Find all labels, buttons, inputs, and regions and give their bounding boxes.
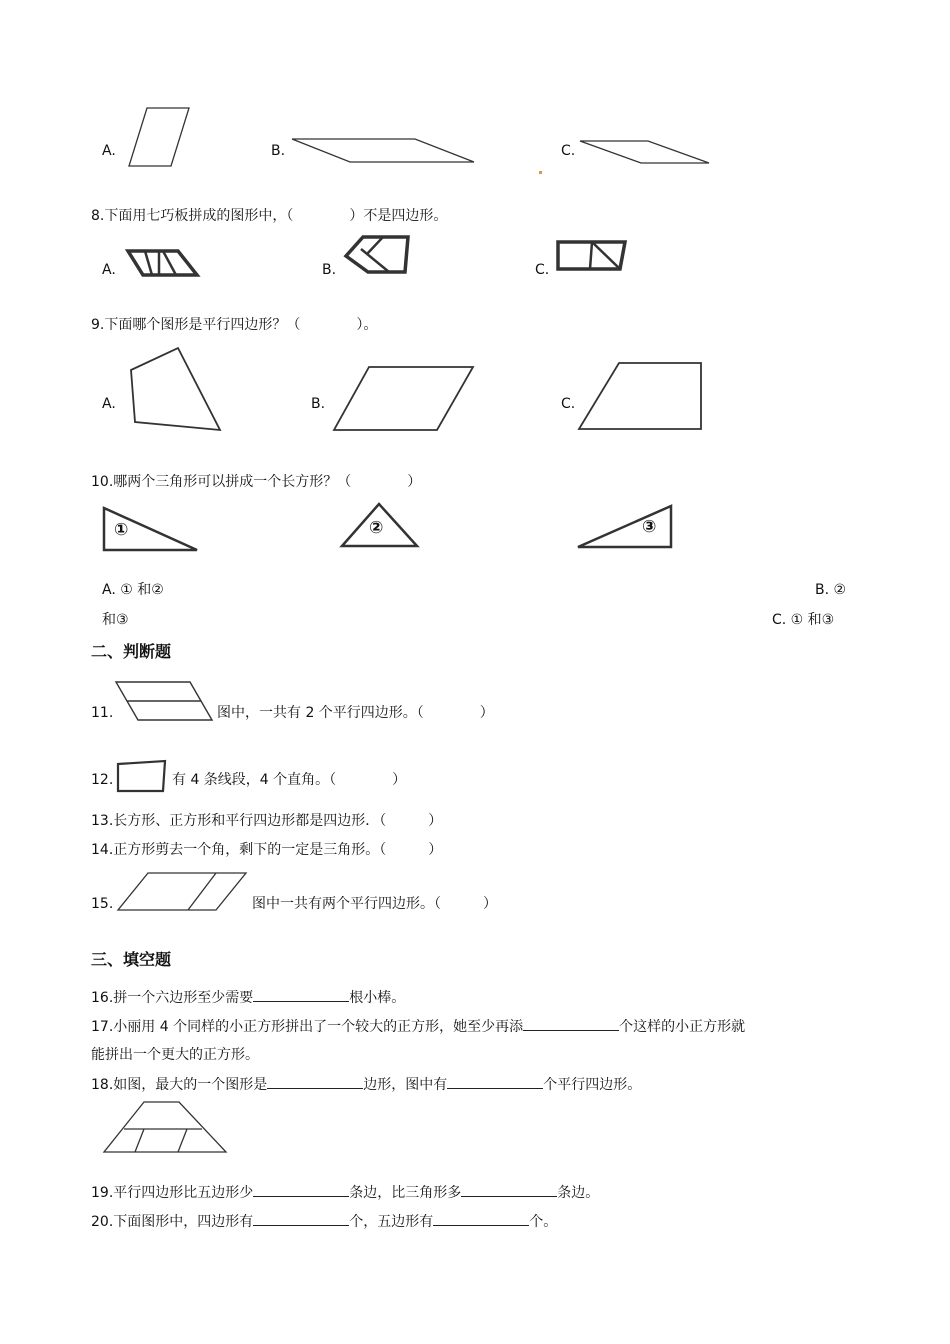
q8-option-a-label: A. (102, 262, 116, 278)
q20-text-3: 个。 (529, 1214, 558, 1230)
q10-option-a: A. ① 和② (102, 582, 164, 598)
q9-figure-b (332, 364, 476, 434)
q9-option-c-label: C. (561, 396, 576, 412)
q19-text-1: 19.平行四边形比五边形少 (91, 1185, 254, 1201)
q19-blank-1[interactable] (253, 1182, 349, 1197)
q9-option-a-label: A. (102, 396, 116, 412)
q19-text-3: 条边。 (557, 1185, 600, 1201)
q18-blank-1[interactable] (267, 1074, 363, 1089)
q19-blank-2[interactable] (461, 1182, 557, 1197)
section-3-title: 三、填空题 (91, 950, 172, 969)
q17-line-1 (91, 1016, 745, 1037)
q10-stem: 10.哪两个三角形可以拼成一个长方形？（ ） (91, 474, 422, 490)
q15-number: 15. (91, 896, 114, 912)
q12-number: 12. (91, 772, 114, 788)
q20-blank-1[interactable] (253, 1211, 349, 1226)
q7-figure-b (290, 137, 476, 165)
q7-option-c-label: C. (561, 143, 576, 159)
q16-blank[interactable] (253, 987, 349, 1002)
question-19 (91, 1182, 599, 1203)
q18-line (91, 1074, 641, 1095)
question-13: 13.长方形、正方形和平行四边形都是四边形．（ ） (91, 813, 443, 829)
stray-mark (539, 171, 542, 174)
q10-triangle-1-label: ① (114, 520, 129, 540)
section-2-title: 二、判断题 (91, 642, 172, 661)
q7-option-b-label: B. (271, 143, 286, 159)
q20-text-1: 20.下面图形中，四边形有 (91, 1214, 254, 1230)
q9-figure-a (128, 346, 224, 434)
q17-blank[interactable] (523, 1016, 619, 1031)
q18-text-1: 18.如图，最大的一个图形是 (91, 1077, 268, 1093)
q17-line-2: 能拼出一个更大的正方形。 (91, 1047, 259, 1063)
q7-option-a-label: A. (102, 143, 116, 159)
q11-figure (114, 680, 214, 722)
question-16 (91, 987, 405, 1008)
q19-text-2: 条边，比三角形多 (349, 1185, 462, 1201)
q7-figure-a (128, 106, 192, 168)
q8-tangram-c (554, 239, 630, 273)
q9-stem: 9.下面哪个图形是平行四边形？（ ）。 (91, 317, 378, 333)
q8-option-c-label: C. (535, 262, 550, 278)
q10-triangle-3-label: ③ (642, 517, 657, 537)
q18-text-2: 边形，图中有 (363, 1077, 448, 1093)
q15-figure (116, 871, 250, 913)
q18-figure (102, 1100, 230, 1156)
q10-option-b-continued: 和③ (102, 612, 129, 628)
q20-blank-2[interactable] (433, 1211, 529, 1226)
q16-text-1: 16.拼一个六边形至少需要 (91, 990, 254, 1006)
q8-tangram-b (343, 234, 413, 276)
q11-text: 图中，一共有 2 个平行四边形。（ ） (217, 705, 494, 721)
q10-triangle-3 (574, 503, 678, 551)
q12-figure (115, 758, 169, 794)
q7-figure-c (578, 139, 712, 165)
q8-option-b-label: B. (322, 262, 337, 278)
question-20 (91, 1211, 557, 1232)
q12-text: 有 4 条线段，4 个直角。（ ） (172, 772, 407, 788)
q8-tangram-a (125, 248, 201, 278)
q9-figure-c (577, 360, 705, 434)
q20-text-2: 个，五边形有 (349, 1214, 434, 1230)
q8-stem: 8.下面用七巧板拼成的图形中，（ ）不是四边形。 (91, 208, 448, 224)
q15-text: 图中一共有两个平行四边形。（ ） (252, 896, 497, 912)
q17-text-2: 个这样的小正方形就 (619, 1019, 746, 1035)
q17-text-1: 17.小丽用 4 个同样的小正方形拼出了一个较大的正方形，她至少再添 (91, 1019, 524, 1035)
q16-text-2: 根小棒。 (349, 990, 406, 1006)
question-14: 14.正方形剪去一个角，剩下的一定是三角形。（ ） (91, 842, 443, 858)
q18-text-3: 个平行四边形。 (543, 1077, 642, 1093)
q18-blank-2[interactable] (447, 1074, 543, 1089)
q10-option-b: B. ② (815, 582, 847, 598)
q10-triangle-2-label: ② (369, 518, 384, 538)
q10-option-c: C. ① 和③ (772, 612, 835, 628)
q11-number: 11. (91, 705, 114, 721)
q9-option-b-label: B. (311, 396, 326, 412)
